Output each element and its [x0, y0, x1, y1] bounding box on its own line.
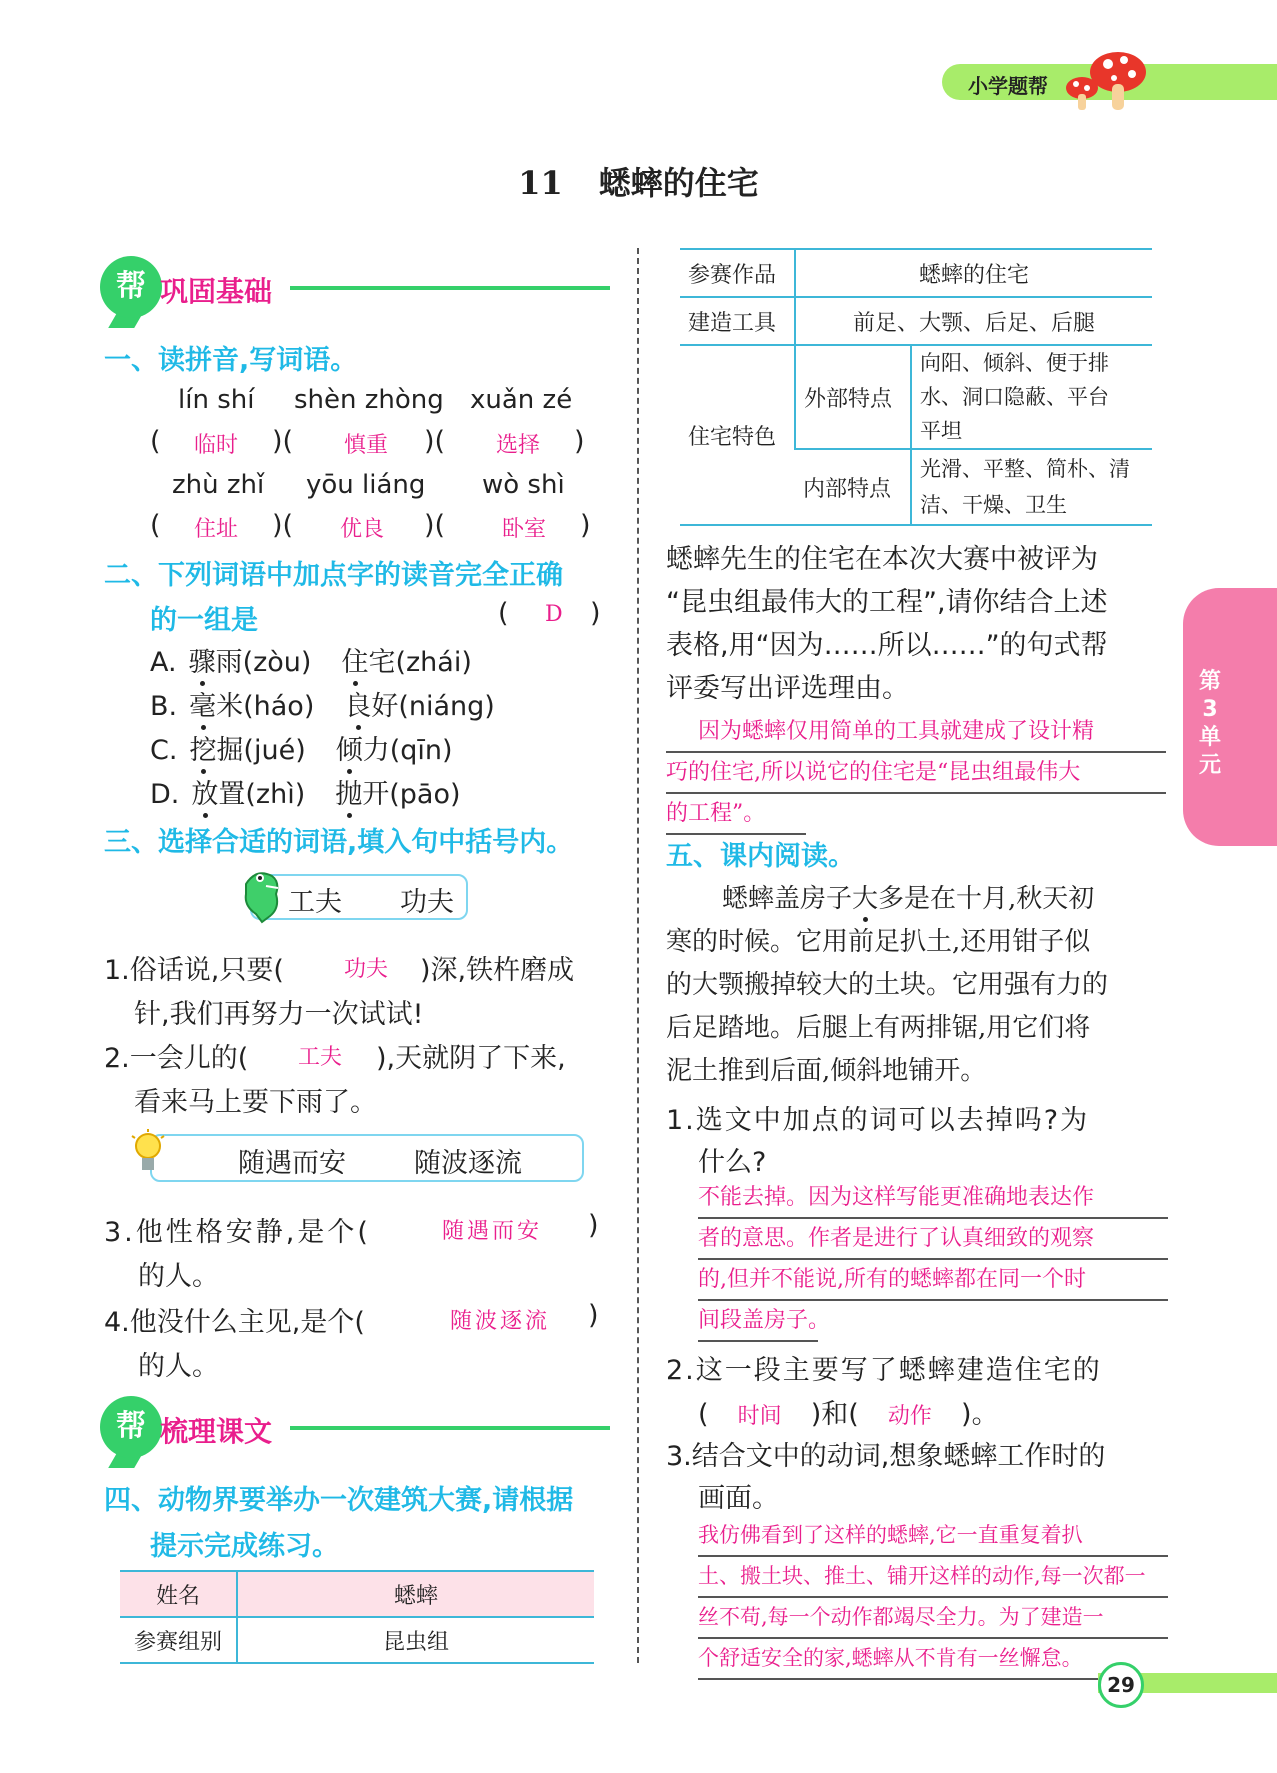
unit-label	[1195, 668, 1225, 780]
answer-2: 慎重	[344, 433, 389, 458]
pinyin-6: wò shì	[482, 470, 565, 500]
section-title: 梳理课文	[160, 1415, 273, 1448]
q1-prompt: 一、读拼音,写词语。	[104, 345, 358, 376]
q5-sq3-line2: 画面。	[698, 1483, 779, 1514]
table-cell: 参赛作品	[680, 249, 795, 297]
cell-line: 光滑、平整、简朴、清	[920, 457, 1130, 481]
column-divider	[637, 248, 639, 1663]
answer-1: 临时	[194, 433, 239, 458]
option-word: 置(zhì)	[218, 779, 306, 810]
q2-prompt-line1: 二、下列词语中加点字的读音完全正确	[104, 560, 563, 591]
table-cell: 参赛组别	[120, 1617, 237, 1663]
answer-line: 个舒适安全的家,蟋蟀从不肯有一丝懈怠。	[698, 1639, 1168, 1680]
bracket: )(	[424, 426, 446, 457]
q4-paragraph	[666, 538, 1108, 710]
answer-line: 丝不苟,每一个动作都竭尽全力。为了建造一	[698, 1598, 1168, 1639]
q3-s3-part2: )	[588, 1210, 599, 1241]
q2-option-row	[150, 728, 453, 767]
q2-answer: D	[545, 602, 563, 627]
table-cell: 前足、大颚、后足、后腿	[795, 297, 1152, 345]
pinyin-4: zhù zhǐ	[172, 470, 265, 500]
lesson-title: 蟋蟀的住宅	[598, 164, 759, 202]
lightbulb-icon	[128, 1128, 168, 1180]
bracket: (	[698, 1399, 709, 1430]
table-cell: 蟋蟀	[237, 1571, 594, 1617]
q2-prompt-line2: 的一组是	[150, 605, 258, 636]
para-line: 蟋蟀先生的住宅在本次大赛中被评为	[666, 544, 1098, 575]
unit-char: 3	[1202, 697, 1218, 722]
table-cell: 外部特点	[795, 345, 911, 449]
dotted-char: 倾	[335, 735, 363, 766]
answer-line: 我仿佛看到了这样的蟋蟀,它一直重复着扒	[698, 1516, 1168, 1557]
q5-sq2-line1: 2.这一段主要写了蟋蟀建造住宅的	[666, 1355, 1102, 1386]
unit-char: 元	[1198, 753, 1221, 778]
q5-sq3-answer	[698, 1516, 1168, 1680]
option-word: 雨(zòu)	[215, 647, 312, 678]
passage-text: 蟋蟀盖房子	[722, 884, 853, 914]
answer-line: 不能去掉。因为这样写能更准确地表达作	[698, 1178, 1168, 1219]
option-word: 力(qīn)	[362, 735, 453, 766]
section-underline	[290, 286, 610, 290]
pinyin-2: shèn zhòng	[294, 385, 444, 415]
q3-s1-part3: 针,我们再努力一次试试!	[134, 999, 424, 1030]
q5-sq2-answer-1: 时间	[737, 1404, 782, 1429]
mushroom-icon	[1060, 44, 1150, 114]
passage-line	[666, 878, 1108, 921]
q3-s1-part1: 1.俗话说,只要(	[104, 955, 284, 986]
q5-sq2-line2	[698, 1392, 999, 1431]
answer-line: 的,但并不能说,所有的蟋蟀都在同一个时	[698, 1260, 1168, 1301]
section-title: 巩固基础	[160, 275, 273, 308]
table-cell: 住宅特色	[680, 345, 795, 525]
bracket: )	[574, 426, 585, 457]
q5-passage	[666, 878, 1108, 1093]
crocodile-icon	[236, 864, 286, 926]
word-option: 随遇而安	[238, 1148, 346, 1179]
dotted-char: 放	[191, 779, 219, 810]
q3-s1-answer: 功夫	[344, 957, 389, 982]
bracket: (	[498, 598, 509, 629]
option-word: 米(háo)	[216, 691, 315, 722]
answer-line: 巧的住宅,所以说它的住宅是“昆虫组最伟大	[666, 753, 1166, 794]
q3-s3-part3: 的人。	[138, 1261, 219, 1292]
dotted-char: 住	[341, 647, 369, 678]
dotted-char: 毫	[189, 691, 217, 722]
answer-6: 卧室	[502, 517, 547, 542]
option-word: 好(niáng)	[371, 691, 495, 722]
bracket: (	[150, 510, 161, 541]
answer-line: 土、搬土块、推土、铺开这样的动作,每一次都一	[698, 1557, 1168, 1598]
answer-3: 选择	[496, 433, 541, 458]
section-header-review	[100, 1396, 610, 1458]
q5-sq1-line1: 1.选文中加点的词可以去掉吗?为	[666, 1105, 1090, 1136]
pinyin-3: xuǎn zé	[470, 385, 573, 415]
dotted-char: 抛	[335, 779, 363, 810]
cell-line: 水、洞口隐蔽、平台	[920, 385, 1109, 409]
pinyin-1: lín shí	[178, 385, 255, 415]
para-line: “昆虫组最伟大的工程”,请你结合上述	[666, 587, 1108, 618]
answer-line: 者的意思。作者是进行了认真细致的观察	[698, 1219, 1168, 1260]
bang-badge: 帮	[100, 256, 162, 318]
passage-line: 泥土推到后面,倾斜地铺开。	[666, 1056, 987, 1086]
answer-line: 因为蟋蟀仅用简单的工具就建成了设计精	[666, 712, 1166, 753]
option-word: 宅(zhái)	[368, 647, 472, 678]
answer-brackets-row1: (	[150, 426, 161, 457]
table-cell	[911, 345, 1152, 449]
q5-sq1-line2: 什么?	[698, 1147, 767, 1178]
q4-answer	[666, 712, 1166, 835]
word-option: 随波逐流	[414, 1148, 522, 1179]
q4-prompt-line1: 四、动物界要举办一次建筑大赛,请根据	[104, 1485, 574, 1516]
unit-char: 单	[1198, 725, 1221, 750]
option-letter: C.	[150, 735, 178, 766]
section-header-consolidate	[100, 256, 610, 318]
q2-option-row	[150, 684, 495, 723]
q3-s3-part1: 3.他性格安静,是个(	[104, 1217, 371, 1248]
q5-sq2-answer-2: 动作	[887, 1404, 932, 1429]
dotted-char: 骤	[188, 647, 216, 678]
passage-line: 寒的时候。它用前足扒土,还用钳子似	[666, 927, 1091, 957]
table-cell: 内部特点	[795, 449, 911, 525]
cell-line: 向阳、倾斜、便于排	[920, 351, 1109, 375]
table-cell	[911, 449, 1152, 525]
para-line: 表格,用“因为……所以……”的句式帮	[666, 630, 1108, 661]
word-option: 功夫	[400, 887, 454, 918]
q3-s2-part3: 看来马上要下雨了。	[134, 1087, 377, 1118]
q5-prompt: 五、课内阅读。	[666, 841, 855, 872]
q2-option-row	[150, 772, 461, 811]
answer-line: 的工程”。	[666, 794, 806, 835]
option-letter: D.	[150, 779, 180, 810]
q4-prompt-line2: 提示完成练习。	[150, 1531, 339, 1562]
word-choice-box-2	[150, 1134, 584, 1182]
contest-details-table	[680, 248, 1152, 526]
q3-s4-part2: )	[588, 1300, 599, 1331]
page-number: 29	[1098, 1662, 1144, 1708]
dotted-char: 挖	[189, 735, 217, 766]
bracket: )和(	[810, 1399, 859, 1430]
q3-s3-answer: 随遇而安	[442, 1219, 543, 1244]
q3-s2-part1: 2.一会儿的(	[104, 1043, 249, 1074]
q3-s4-part3: 的人。	[138, 1351, 219, 1382]
contest-info-table	[120, 1570, 594, 1664]
table-cell: 姓名	[120, 1571, 237, 1617]
q3-s2-answer: 工夫	[298, 1045, 343, 1070]
option-word: 掘(jué)	[216, 735, 306, 766]
q3-s4-part1: 4.他没什么主见,是个(	[104, 1307, 365, 1338]
brand-label: 小学题帮	[968, 74, 1048, 98]
lesson-number: 11	[518, 164, 563, 202]
word-option: 工夫	[288, 887, 342, 918]
q2-option-row	[150, 640, 472, 679]
option-letter: B.	[150, 691, 178, 722]
dotted-char: 良	[344, 691, 372, 722]
bang-badge: 帮	[100, 1396, 162, 1458]
bracket: )(	[424, 510, 446, 541]
passage-line: 的大颚搬掉较大的土块。它用强有力的	[666, 970, 1109, 1000]
q3-s2-part2: ),天就阴了下来,	[376, 1043, 566, 1074]
para-line: 评委写出评选理由。	[666, 673, 909, 704]
option-word: 开(pāo)	[362, 779, 461, 810]
q3-prompt: 三、选择合适的词语,填入句中括号内。	[104, 827, 574, 858]
q3-s4-answer: 随波逐流	[450, 1309, 551, 1334]
cell-line: 洁、干燥、卫生	[920, 493, 1067, 517]
bracket: )。	[961, 1399, 999, 1430]
table-cell: 建造工具	[680, 297, 795, 345]
page-title	[0, 158, 1277, 204]
answer-line: 间段盖房子。	[698, 1301, 818, 1342]
q5-sq1-answer	[698, 1178, 1168, 1342]
q5-sq3-line1: 3.结合文中的动词,想象蟋蟀工作时的	[666, 1441, 1106, 1472]
answer-4: 住址	[194, 517, 239, 542]
passage-line: 后足踏地。后腿上有两排锯,用它们将	[666, 1013, 1091, 1043]
pinyin-5: yōu liáng	[306, 470, 426, 500]
section-underline	[290, 1426, 610, 1430]
q3-s1-part2: )深,铁杵磨成	[420, 955, 575, 986]
cell-line: 平坦	[920, 419, 962, 443]
table-cell: 昆虫组	[237, 1617, 594, 1663]
option-letter: A.	[150, 647, 177, 678]
answer-5: 优良	[340, 517, 385, 542]
unit-char: 第	[1198, 669, 1221, 694]
bracket: )(	[272, 426, 294, 457]
table-cell: 蟋蟀的住宅	[795, 249, 1152, 297]
bracket: )	[590, 598, 601, 629]
passage-text: 多是在十月,秋天初	[878, 884, 1095, 914]
bracket: )(	[272, 510, 294, 541]
dotted-char: 大	[852, 884, 879, 914]
bracket: )	[580, 510, 591, 541]
